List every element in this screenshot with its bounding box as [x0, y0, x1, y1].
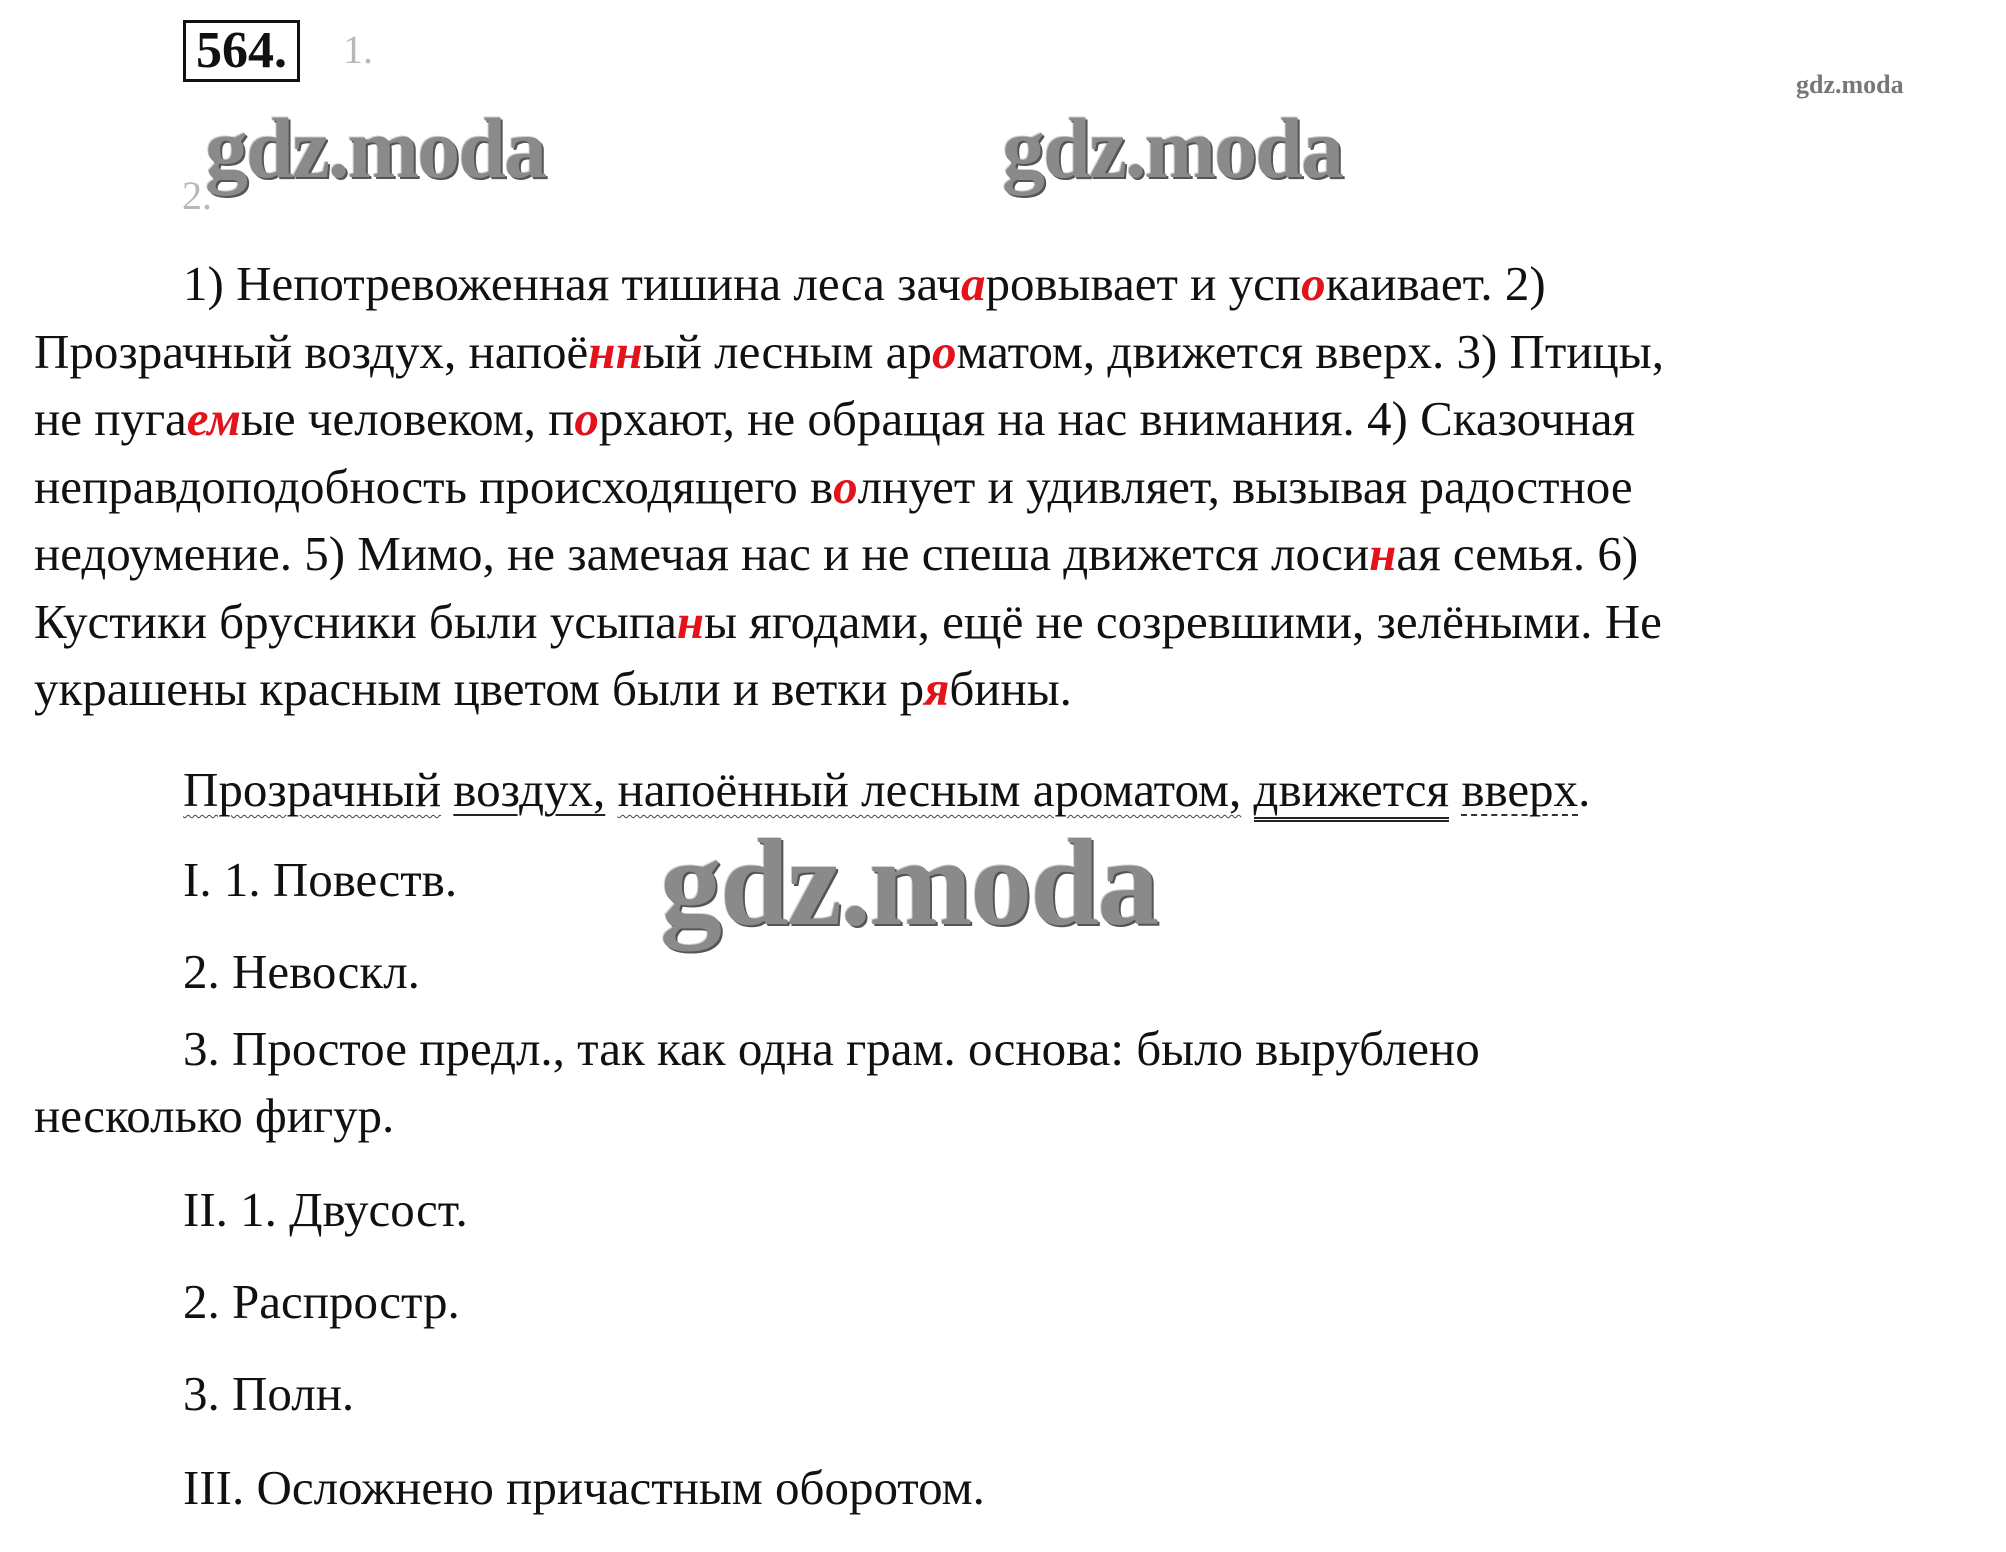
watermark-small: gdz.moda	[1796, 70, 1904, 99]
participial-phrase: напоённый лесным ароматом,	[617, 762, 1242, 817]
highlighted-letter: о	[833, 458, 858, 514]
highlighted-letter: ем	[186, 391, 241, 446]
highlighted-letter: о	[1301, 256, 1326, 311]
text-segment: матом, движется вверх. 3) Птицы,	[956, 323, 1664, 379]
paragraph-line	[34, 520, 1996, 587]
text-segment: Кустики брусники были усыпа	[34, 593, 677, 649]
text-segment: 1) Непотревоженная тишина леса зач	[183, 256, 961, 311]
highlighted-letter: а	[960, 256, 986, 311]
text-segment: ые человеком, п	[240, 391, 575, 446]
analysis-line-i3b: несколько фигур.	[34, 1088, 395, 1143]
text-segment: бины.	[949, 661, 1072, 716]
highlighted-letter: н	[1369, 526, 1397, 581]
text-segment: каивает. 2)	[1325, 256, 1546, 311]
adverbial-word: вверх	[1461, 762, 1579, 817]
text-segment: рхают, не обращая на нас внимания. 4) Сказочная	[598, 391, 1636, 446]
highlighted-letter: я	[924, 661, 950, 716]
paragraph-line	[34, 385, 1996, 452]
faint-item-2: 2.	[182, 173, 212, 218]
text-segment: ы ягодами, ещё не созревшими, зелёными. Не	[704, 593, 1662, 649]
highlighted-letter: н	[676, 593, 705, 649]
attribute-word: Прозрачный	[183, 762, 442, 817]
text-segment: недоумение. 5) Мимо, не замечая нас и не спеша движется лоси	[34, 526, 1370, 581]
paragraph-line	[34, 453, 1996, 520]
text-segment: украшены красным цветом были и ветки р	[34, 661, 925, 716]
sentence-end: .	[1578, 762, 1591, 817]
paragraph-line	[183, 250, 2006, 317]
subject-word: воздух,	[453, 762, 606, 817]
predicate-word: движется	[1254, 762, 1450, 822]
text-segment: не пуга	[34, 391, 187, 446]
watermark-logo: gdz.moda	[205, 100, 545, 196]
text-segment: ая семья. 6)	[1396, 526, 1639, 581]
paragraph-line	[34, 655, 1996, 722]
text-segment: неправдоподобность происходящего в	[34, 458, 834, 514]
analysis-line-i2: 2. Невоскл.	[183, 944, 420, 999]
highlighted-letter: о	[931, 323, 957, 379]
text-segment: ровывает и усп	[985, 256, 1302, 311]
watermark-logo: gdz.moda	[660, 814, 1158, 951]
paragraph-line	[34, 588, 1996, 655]
parsed-sentence	[183, 756, 1590, 823]
analysis-line-ii2: 2. Распростр.	[183, 1274, 460, 1329]
analysis-line-iii: III. Осложнено причастным оборотом.	[183, 1460, 985, 1515]
exercise-number: 564.	[183, 20, 300, 82]
faint-item-1: 1.	[343, 27, 373, 72]
analysis-line-i3a: 3. Простое предл., так как одна грам. основа: было вырублено	[183, 1021, 1480, 1076]
analysis-line-ii1: II. 1. Двусост.	[183, 1182, 468, 1237]
watermark-logo: gdz.moda	[1002, 100, 1342, 196]
text-segment: ый лесным ар	[642, 323, 932, 379]
analysis-line-i1: I. 1. Повеств.	[183, 852, 458, 907]
paragraph-line	[34, 318, 1996, 385]
text-segment: лнует и удивляет, вызывая радостное	[857, 458, 1633, 514]
analysis-line-ii3: 3. Полн.	[183, 1366, 355, 1421]
text-segment: Прозрачный воздух, напоё	[34, 323, 589, 379]
highlighted-letter: нн	[588, 323, 643, 379]
highlighted-letter: о	[574, 391, 599, 446]
